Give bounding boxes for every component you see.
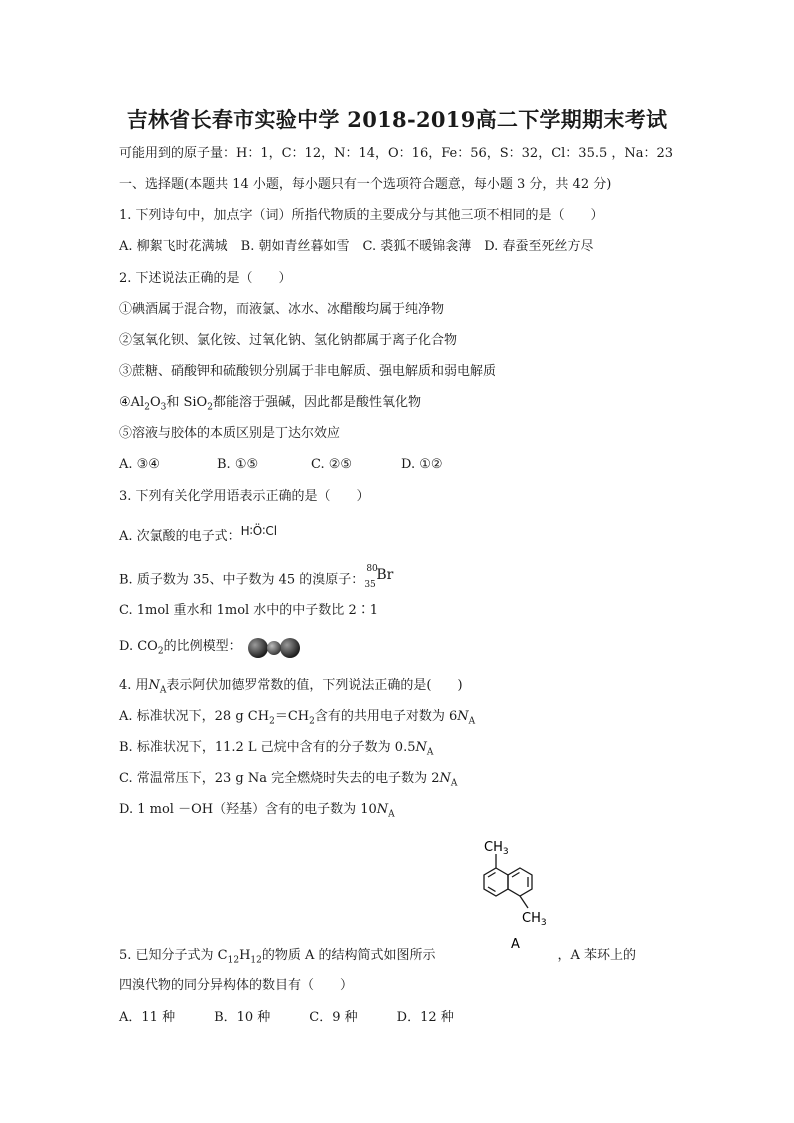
question-1-stem: 1. 下列诗句中，加点字（词）所指代物质的主要成分与其他三项不相同的是（ ） bbox=[119, 208, 604, 223]
question-3-option-b: B. 质子数为 35、中子数为 45 的溴原子： 80 35 Br bbox=[119, 570, 400, 590]
question-5-stem: 5. 已知分子式为 $C_{12}H_{12}$的物质 A 的结构简式如图所示 ，A 苯环上的 bbox=[119, 948, 637, 966]
question-3-option-a: A. 次氯酸的电子式：H∶Ö∶Cl bbox=[119, 524, 278, 544]
question-2-stem: 2. 下述说法正确的是（ ） bbox=[119, 271, 292, 286]
section-heading: 一、选择题(本题共 14 小题，每小题只有一个选项符合题意，每小题 3 分，共 42 分) bbox=[119, 177, 612, 192]
co2-space-filling-model bbox=[246, 636, 302, 660]
ch3-top-label: $CH_3$ bbox=[484, 840, 509, 857]
question-2-statement-2: ②氢氧化钡、氯化铵、过氧化钠、氢化钠都属于离子化合物 bbox=[119, 333, 458, 348]
page-title: 吉林省长春市实验中学 2018-2019高二下学期期末考试 bbox=[126, 107, 668, 132]
question-4-option-c: C. 常温常压下，23 g Na 完全燃烧时失去的电子数为 $2N_A$ bbox=[119, 771, 458, 789]
question-4-option-d: D. 1 mol －OH（羟基）含有的电子数为 $10N_A$ bbox=[119, 802, 395, 820]
option-c: C. ②⑤ bbox=[311, 457, 353, 472]
molecule-label: A bbox=[511, 937, 520, 952]
question-2-statement-5: ⑤溶液与胶体的本质区别是丁达尔效应 bbox=[119, 426, 341, 441]
option-b: B. ①⑤ bbox=[217, 457, 259, 472]
question-2-statement-4: $④Al_2O_3$和 SiO$_2$都能溶于强碱，因此都是酸性氧化物 bbox=[119, 395, 421, 413]
option-d: D. ①② bbox=[401, 457, 443, 472]
question-5-stem-line-2: 四溴代物的同分异构体的数目有（ ） bbox=[119, 978, 354, 993]
question-4-option-a: A. 标准状况下，28 g $CH_2=CH_2$含有的共用电子对数为 $6N_A$ bbox=[119, 709, 476, 727]
question-4-option-b: B. 标准状况下，11.2 L 己烷中含有的分子数为 $0.5N_A$ bbox=[119, 740, 434, 758]
question-3-stem: 3. 下列有关化学用语表示正确的是（ ） bbox=[119, 489, 370, 504]
question-2-options bbox=[119, 456, 443, 474]
ch3-bottom-label: $CH_3$ bbox=[522, 911, 547, 928]
question-4-stem: 4. 用$N_A$表示阿伏加德罗常数的值，下列说法正确的是( ) bbox=[119, 678, 463, 696]
question-5-options: A．11 种 B．10 种 C．9 种 D．12 种 bbox=[119, 1010, 454, 1025]
question-2-statement-1: ①碘酒属于混合物，而液氯、冰水、冰醋酸均属于纯净物 bbox=[119, 302, 445, 317]
hclo-electron-formula: H∶Ö∶Cl bbox=[240, 524, 278, 538]
question-1-options: A. 柳絮飞时花满城 B. 朝如青丝暮如雪 C. 裘狐不暖锦衾薄 D. 春蚕至死丝方尽 bbox=[119, 239, 594, 254]
question-3-option-c: C. 1mol 重水和 1mol 水中的中子数比 2∶1 bbox=[119, 603, 378, 618]
atomic-masses: 可能用到的原子量：H：1，C：12，N：14，O：16，Fe：56，S：32，Cl：35.5 ，Na：23 bbox=[119, 146, 674, 161]
option-a: A. ③④ bbox=[119, 457, 160, 472]
question-3-option-d: D. $CO_2$的比例模型： bbox=[119, 639, 242, 657]
compound-a-structure bbox=[466, 832, 566, 954]
question-2-statement-3: ③蔗糖、硝酸钾和硫酸钡分别属于非电解质、强电解质和弱电解质 bbox=[119, 364, 497, 379]
bromine-isotope: 80 35 Br bbox=[364, 564, 394, 590]
